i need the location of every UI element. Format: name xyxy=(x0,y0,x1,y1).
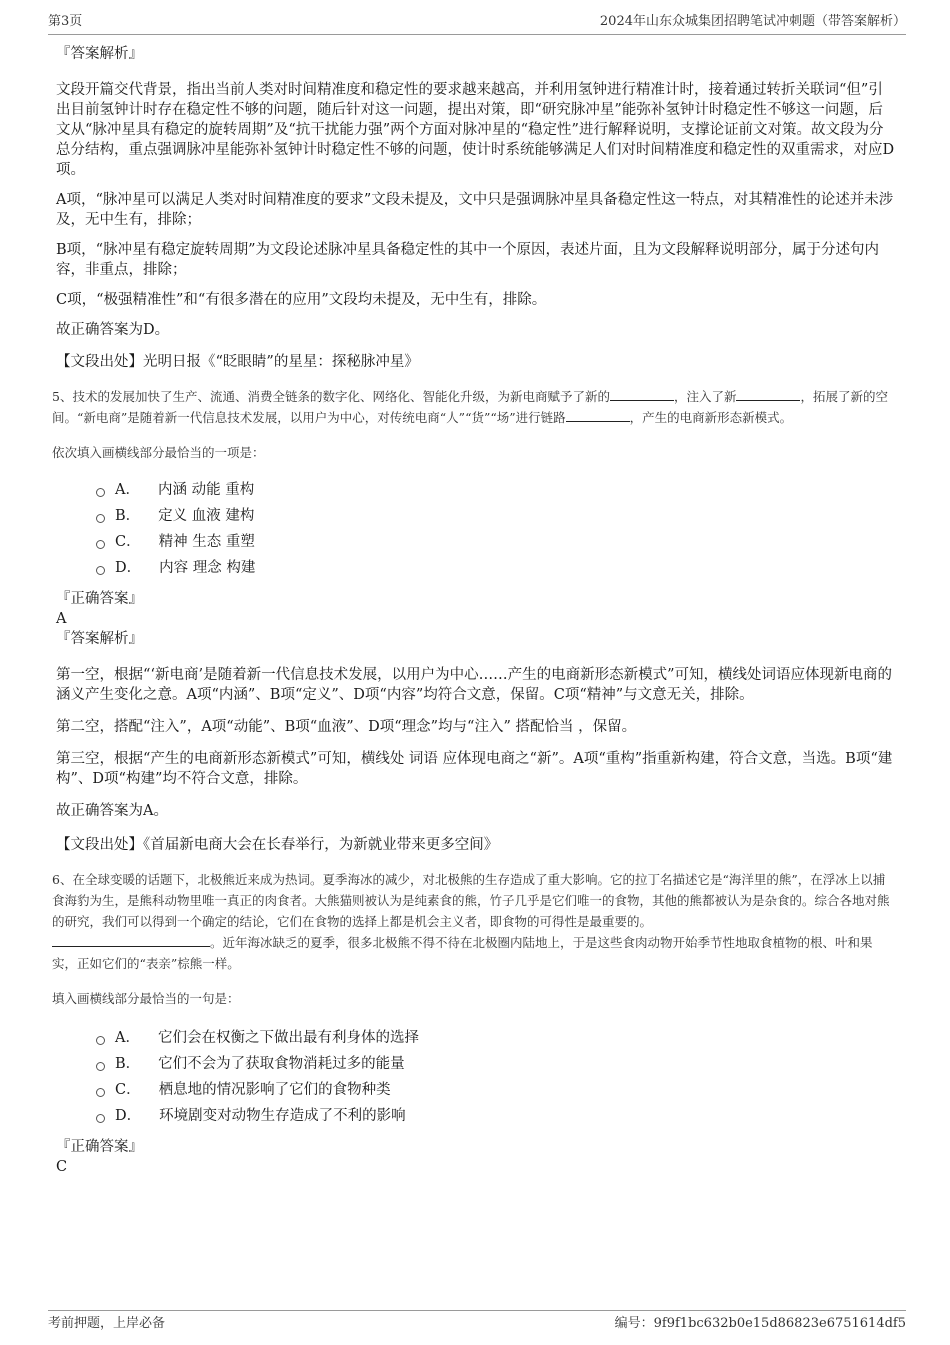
q5-prompt: 依次填入画横线部分最恰当的一项是： xyxy=(52,445,265,460)
radio-icon[interactable] xyxy=(96,566,105,575)
q4-analysis-p4: C项，“极强精准性”和“有很多潜在的应用”文段均未提及，无中生有，排除。 xyxy=(56,292,547,308)
q4-conclusion: 故正确答案为D。 xyxy=(56,322,170,338)
q5-blank-1 xyxy=(610,388,674,401)
page-footer xyxy=(48,1310,906,1333)
footer-serial: 编号：9f9f1bc632b0e15d86823e6751614df5 xyxy=(614,1316,906,1331)
page-content xyxy=(52,44,896,1177)
q5-option-b[interactable]: B． 定义 血液 建构 xyxy=(96,503,896,529)
q5-option-d[interactable]: D． 内容 理念 构建 xyxy=(96,555,896,581)
q5-answer: A xyxy=(56,611,67,627)
q4-source: 【文段出处】光明日报《“眨眼睛”的星星：探秘脉冲星》 xyxy=(56,354,419,370)
radio-icon[interactable] xyxy=(96,1114,105,1123)
radio-icon[interactable] xyxy=(96,1036,105,1045)
q6-options xyxy=(56,1025,896,1129)
radio-icon[interactable] xyxy=(96,1088,105,1097)
q6-option-a[interactable]: A． 它们会在权衡之下做出最有利身体的选择 xyxy=(96,1025,896,1051)
radio-icon[interactable] xyxy=(96,514,105,523)
q5-options xyxy=(56,477,896,581)
q6-answer-title: 『正确答案』 xyxy=(56,1139,143,1155)
q5-option-c[interactable]: C． 精神 生态 重塑 xyxy=(96,529,896,555)
page-number: 第3页 xyxy=(48,14,83,29)
page-header xyxy=(48,12,906,35)
q5-option-a[interactable]: A． 内涵 动能 重构 xyxy=(96,477,896,503)
q6-prompt: 填入画横线部分最恰当的一句是： xyxy=(52,991,240,1006)
q4-analysis-p3: B项，“脉冲星有稳定旋转周期”为文段论述脉冲星具备稳定性的其中一个原因，表述片面，且为文段解释说明部分，属于分述句内容，非重点，排除； xyxy=(56,242,879,278)
q5-blank-2 xyxy=(736,388,800,401)
q5-analysis-title: 『答案解析』 xyxy=(56,631,143,647)
q6-option-b[interactable]: B． 它们不会为了获取食物消耗过多的能量 xyxy=(96,1051,896,1077)
q5-blank-3 xyxy=(566,409,630,422)
q6-stem: 6、在全球变暖的话题下，北极熊近来成为热词。夏季海冰的减少，对北极熊的生存造成了重大影响。它的拉丁名描述它是“海洋里的熊”，在浮冰上以捕食海豹为生，是熊科动物里唯一真正的肉食者。大熊猫则被认为是纯素食的熊，竹子几乎是它们唯一的食物，其他的熊都被认为是杂食的。综合各地对熊的研究，我们可以得到一个确定的结论，它们在食物的选择上都是机会主义者，即食物的可得性是最重要的。 。近年海冰缺乏的夏季，很多北极熊不得不待在北极圈内陆地上，于是这些食肉动物开始季节性地取食植物的根、叶和果实，正如它们的“表亲”棕熊一样。 xyxy=(52,872,890,971)
q5-conclusion: 故正确答案为A。 xyxy=(56,803,168,819)
q6-option-d[interactable]: D． 环境剧变对动物生存造成了不利的影响 xyxy=(96,1103,896,1129)
q6-answer: C xyxy=(56,1159,68,1175)
q4-analysis-title: 『答案解析』 xyxy=(56,46,143,62)
q5-source: 【文段出处】《首届新电商大会在长春举行，为新就业带来更多空间》 xyxy=(56,837,499,853)
radio-icon[interactable] xyxy=(96,1062,105,1071)
q6-option-c[interactable]: C． 栖息地的情况影响了它们的食物种类 xyxy=(96,1077,896,1103)
document-title: 2024年山东众城集团招聘笔试冲刺题（带答案解析） xyxy=(599,14,906,29)
q5-analysis-p2: 第二空，搭配“注入”，A项“动能”、B项“血液”、D项“理念”均与“注入” 搭配恰当 ，保留。 xyxy=(56,719,637,735)
q6-blank xyxy=(52,934,210,947)
footer-slogan: 考前押题，上岸必备 xyxy=(48,1316,166,1331)
q4-analysis-p1: 文段开篇交代背景，指出当前人类对时间精准度和稳定性的要求越来越高，并利用氢钟进行精准计时，接着通过转折关联词“但”引出目前氢钟计时存在稳定性不够的问题，随后针对这一问题，提出对策，即“研究脉冲星”能弥补氢钟计时稳定性不够这一问题，后文从“脉冲星具有稳定的旋转周期”及“抗干扰能力强”两个方面对脉冲星的“稳定性”进行解释说明，支撑论证前文对策。故文段为分总分结构，重点强调脉冲星能弥补氢钟计时稳定性不够的问题，使计时系统能够满足人们对时间精准度和稳定性的双重需求，对应D项。 xyxy=(56,82,895,178)
q4-analysis-p2: A项，“脉冲星可以满足人类对时间精准度的要求”文段未提及，文中只是强调脉冲星具备稳定性这一特点，对其精准性的论述并未涉及，无中生有，排除； xyxy=(56,192,894,228)
radio-icon[interactable] xyxy=(96,488,105,497)
q5-analysis-p3: 第三空，根据“产生的电商新形态新模式”可知，横线处 词语 应体现电商之“新”。A项“重构”指重新构建，符合文意，当选。B项“建构”、D项“构建”均不符合文意，排除。 xyxy=(56,751,893,787)
q5-answer-title: 『正确答案』 xyxy=(56,591,143,607)
q5-analysis-p1: 第一空，根据“‘新电商’是随着新一代信息技术发展，以用户为中心……产生的电商新形态新模式”可知，横线处词语应体现新电商的涵义产生变化之意。A项“内涵”、B项“定义”、D项“内容”均符合文意，保留。C项“精神”与文意无关，排除。 xyxy=(56,667,893,703)
q5-stem: 5、技术的发展加快了生产、流通、消费全链条的数字化、网络化、智能化升级，为新电商赋予了新的 ，注入了新 ，拓展了新的空间。“新电商”是随着新一代信息技术发展，以用户为中心，对传统电商“人”“货”“场”进行链路 ，产生的电商新形态新模式。 xyxy=(52,389,888,425)
radio-icon[interactable] xyxy=(96,540,105,549)
